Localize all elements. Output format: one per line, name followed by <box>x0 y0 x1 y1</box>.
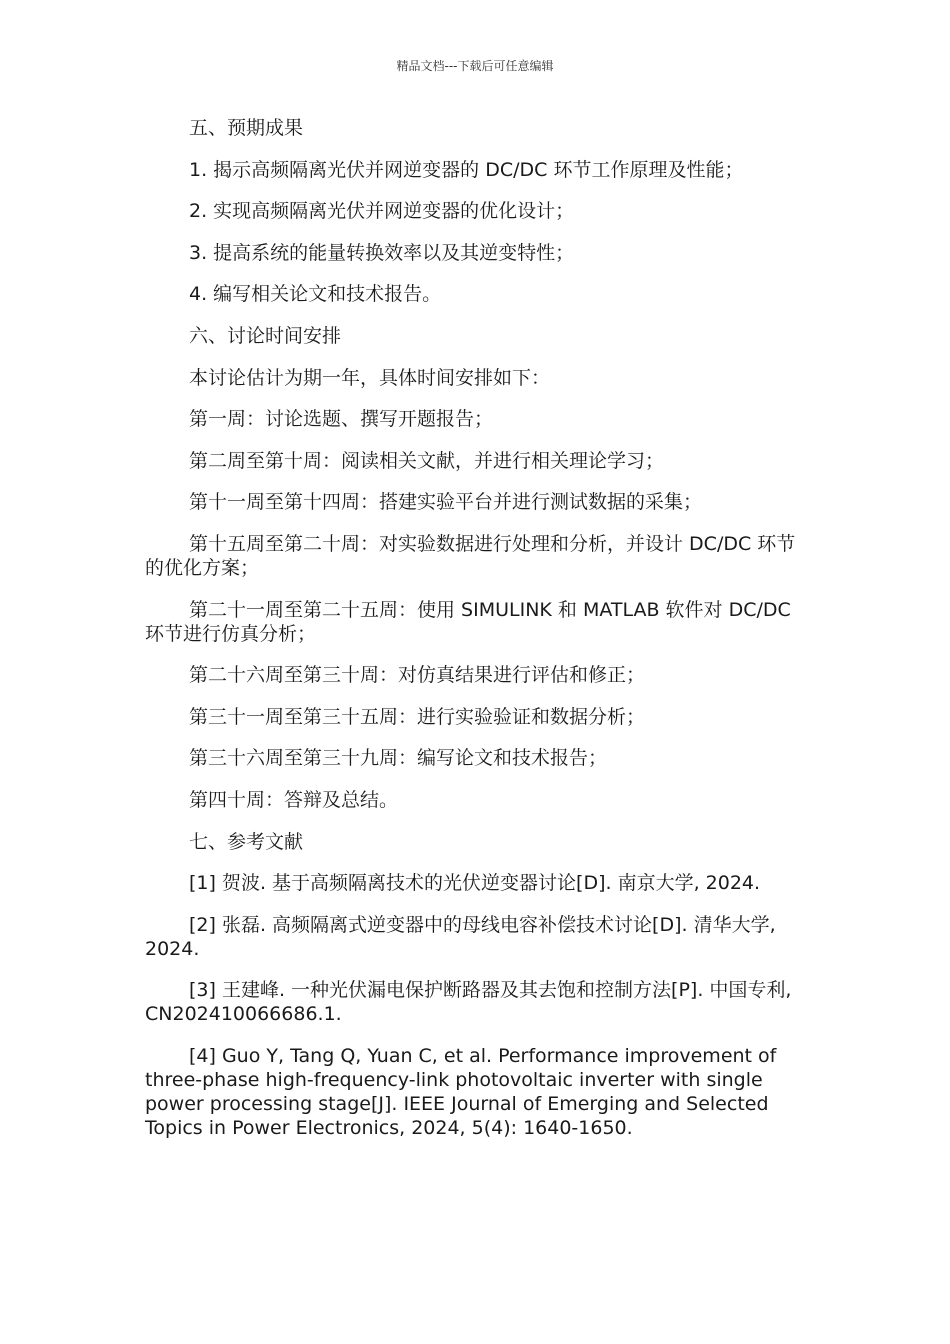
result-item: 3. 提高系统的能量转换效率以及其逆变特性； <box>189 241 575 264</box>
schedule-item: 第四十周：答辩及总结。 <box>189 788 399 811</box>
section-heading-results: 五、预期成果 <box>189 117 304 139</box>
section-heading-references: 七、参考文献 <box>189 830 304 853</box>
schedule-intro: 本讨论估计为期一年，具体时间安排如下： <box>189 366 551 389</box>
reference-item: [3] 王建峰. 一种光伏漏电保护断路器及其去饱和控制方法[P]. 中国专利, CN202410066686.1. <box>145 979 792 1026</box>
document-body <box>145 116 805 1157</box>
schedule-item: 第三十六周至第三十九周：编写论文和技术报告； <box>189 747 608 770</box>
section-heading-schedule: 六、讨论时间安排 <box>189 324 342 347</box>
reference-item: [4] Guo Y, Tang Q, Yuan C, et al. Performance improvement of three-phase high-frequency-link photovoltaic inverter with single power processing stage[J]. IEEE Journal of Emerging and Selected Topics in Power Electronics, 2024, 5(4): 1640-1650. <box>145 1044 777 1139</box>
schedule-item: 第三十一周至第三十五周：进行实验验证和数据分析； <box>189 705 646 728</box>
schedule-item: 第二十一周至第二十五周：使用 SIMULINK 和 MATLAB 软件对 DC/DC 环节进行仿真分析； <box>145 598 791 645</box>
schedule-item: 第十五周至第二十周：对实验数据进行处理和分析，并设计 DC/DC 环节的优化方案； <box>145 532 796 579</box>
schedule-item: 第二十六周至第三十周：对仿真结果进行评估和修正； <box>189 664 646 687</box>
schedule-item: 第十一周至第十四周：搭建实验平台并进行测试数据的采集； <box>189 491 703 514</box>
page-header: 精品文档---下载后可任意编辑 <box>396 59 554 73</box>
result-item: 2. 实现高频隔离光伏并网逆变器的优化设计； <box>189 200 575 223</box>
result-item: 1. 揭示高频隔离光伏并网逆变器的 DC/DC 环节工作原理及性能； <box>189 158 744 181</box>
reference-item: [1] 贺波. 基于高频隔离技术的光伏逆变器讨论[D]. 南京大学, 2024. <box>189 872 761 895</box>
result-item: 4. 编写相关论文和技术报告。 <box>189 283 442 306</box>
schedule-item: 第一周：讨论选题、撰写开题报告； <box>189 408 494 431</box>
reference-item: [2] 张磊. 高频隔离式逆变器中的母线电容补偿技术讨论[D]. 清华大学, 2024. <box>145 913 776 960</box>
schedule-item: 第二周至第十周：阅读相关文献，并进行相关理论学习； <box>189 449 665 472</box>
